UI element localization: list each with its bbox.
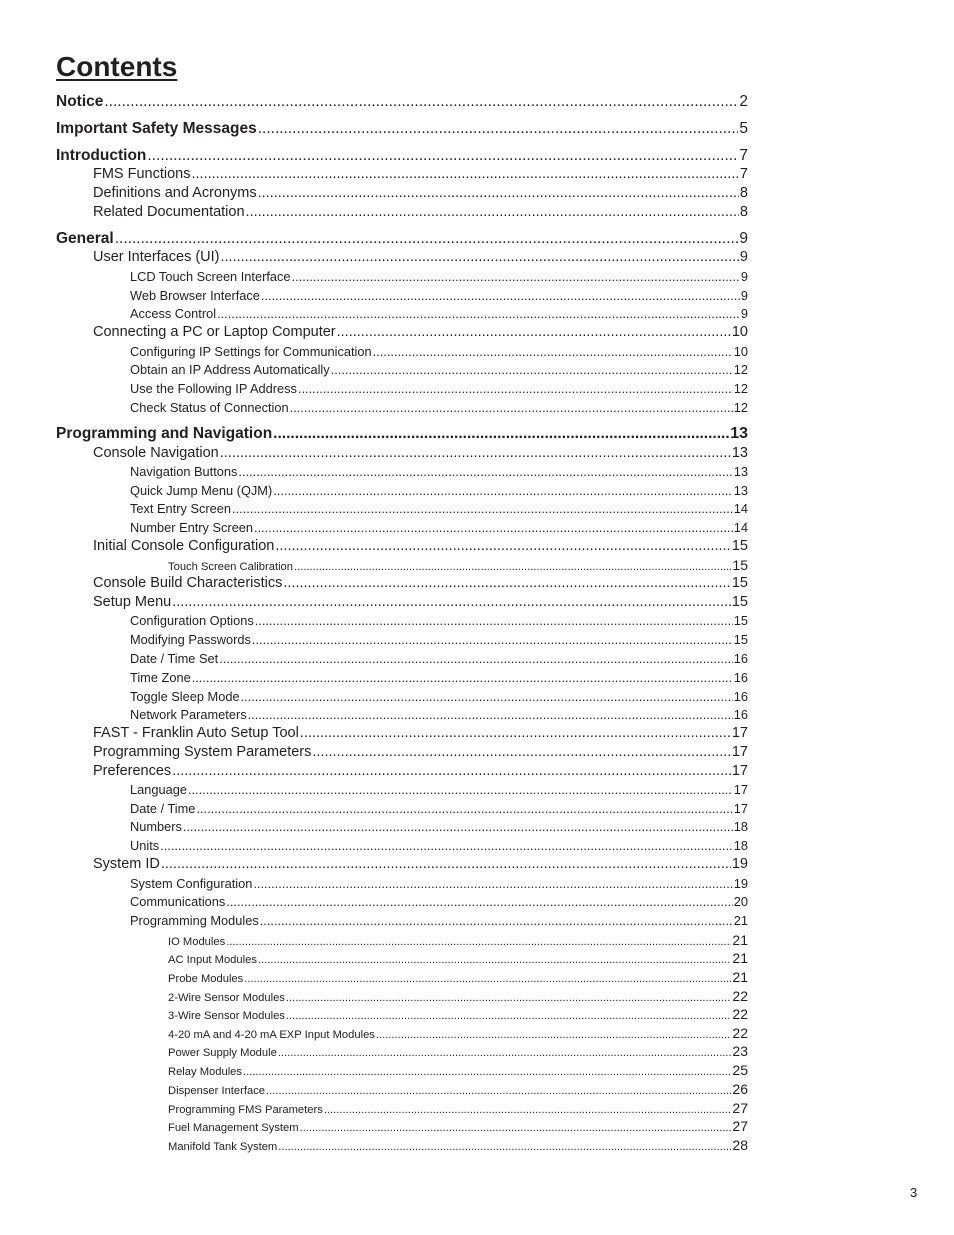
dot-leader	[238, 464, 732, 479]
toc-entry-label: Programming Modules	[130, 913, 259, 928]
dot-leader	[172, 763, 731, 779]
dot-leader	[294, 561, 731, 573]
toc-entry-label: System ID	[93, 856, 160, 872]
dot-leader	[243, 1066, 731, 1078]
dot-leader	[248, 707, 733, 722]
toc-entry-label: Toggle Sleep Mode	[130, 689, 240, 704]
toc-entry-label: Text Entry Screen	[130, 501, 231, 516]
toc-entry-page: 10	[731, 324, 748, 340]
toc-entry-label: Manifold Tank System	[168, 1141, 278, 1153]
dot-leader	[273, 425, 729, 443]
dot-leader	[258, 120, 739, 138]
toc-entry-page: 9	[739, 249, 748, 265]
dot-leader	[244, 973, 731, 985]
toc-entry-page: 5	[739, 120, 748, 137]
toc-entry[interactable]	[168, 988, 748, 1004]
toc-entry[interactable]	[168, 932, 748, 948]
toc-entry[interactable]	[168, 1062, 748, 1078]
toc-entry[interactable]	[168, 969, 748, 985]
toc-entry-page: 21	[732, 950, 748, 966]
dot-leader	[254, 520, 733, 535]
toc-entry[interactable]	[168, 1100, 748, 1116]
toc-entry-label: Touch Screen Calibration	[168, 561, 293, 573]
toc-entry-label: Obtain an IP Address Automatically	[130, 362, 330, 377]
toc-entry-label: Date / Time Set	[130, 651, 219, 666]
toc-entry-page: 17	[733, 782, 748, 797]
dot-leader	[192, 166, 739, 182]
dot-leader	[260, 913, 733, 928]
toc-entry-page: 18	[733, 838, 748, 853]
toc-entry[interactable]	[93, 744, 748, 760]
dot-leader	[104, 93, 738, 111]
toc-entry[interactable]	[130, 269, 748, 284]
toc-entry[interactable]	[130, 801, 748, 816]
toc-entry[interactable]	[56, 230, 748, 248]
dot-leader	[252, 632, 733, 647]
toc-entry-page: 7	[739, 166, 748, 182]
toc-entry-label: Units	[130, 838, 160, 853]
toc-entry-label: Access Control	[130, 306, 217, 321]
dot-leader	[278, 1141, 731, 1153]
toc-entry-page: 15	[731, 594, 748, 610]
dot-leader	[278, 1047, 732, 1059]
toc-entry-page: 22	[732, 988, 748, 1004]
toc-entry-page: 16	[733, 670, 748, 685]
toc-entry[interactable]	[130, 520, 748, 535]
toc-entry[interactable]	[168, 1118, 748, 1134]
toc-entry-label: Communications	[130, 894, 226, 909]
toc-entry-label: Programming and Navigation	[56, 425, 273, 442]
toc-entry[interactable]	[168, 1137, 748, 1153]
toc-entry-label: Relay Modules	[168, 1066, 242, 1078]
toc-entry-label: Configuration Options	[130, 613, 254, 628]
toc-entry[interactable]	[130, 651, 748, 666]
toc-entry-label: Console Navigation	[93, 445, 219, 461]
toc-entry[interactable]	[93, 166, 748, 182]
dot-leader	[115, 230, 739, 248]
dot-leader	[373, 344, 733, 359]
dot-leader	[275, 538, 731, 554]
dot-leader	[300, 725, 731, 741]
dot-leader	[246, 204, 739, 220]
toc-entry-page: 14	[733, 501, 748, 516]
toc-entry-label: LCD Touch Screen Interface	[130, 269, 291, 284]
toc-entry-label: Web Browser Interface	[130, 288, 260, 303]
toc-entry[interactable]	[130, 689, 748, 704]
toc-entry-label: Programming FMS Parameters	[168, 1104, 323, 1116]
toc-entry[interactable]	[168, 950, 748, 966]
toc-entry-page: 2	[739, 93, 748, 110]
toc-entry-page: 13	[730, 425, 748, 442]
toc-entry-label: Network Parameters	[130, 707, 247, 722]
toc-entry[interactable]	[168, 1025, 748, 1041]
dot-leader	[337, 324, 731, 340]
toc-entry[interactable]	[130, 632, 748, 647]
toc-entry[interactable]	[130, 400, 748, 415]
toc-entry[interactable]	[130, 362, 748, 377]
toc-entry-label: Definitions and Acronyms	[93, 185, 257, 201]
toc-entry[interactable]	[168, 1081, 748, 1097]
toc-entry-page: 15	[731, 538, 748, 554]
toc-entry-label: Configuring IP Settings for Communication	[130, 344, 372, 359]
dot-leader	[160, 838, 733, 853]
toc-entry[interactable]	[130, 894, 748, 909]
toc-entry-label: 4-20 mA and 4-20 mA EXP Input Modules	[168, 1029, 375, 1041]
toc-entry-page: 27	[732, 1118, 748, 1134]
dot-leader	[312, 744, 730, 760]
dot-leader	[324, 1104, 732, 1116]
dot-leader	[298, 381, 733, 396]
toc-entry[interactable]	[168, 557, 748, 573]
toc-entry-label: Related Documentation	[93, 204, 245, 220]
dot-leader	[290, 400, 733, 415]
toc-entry-page: 27	[732, 1100, 748, 1116]
toc-entry-page: 15	[733, 613, 748, 628]
dot-leader	[147, 147, 738, 165]
toc-entry-page: 13	[733, 483, 748, 498]
toc-entry[interactable]	[130, 838, 748, 853]
toc-entry-label: FAST - Franklin Auto Setup Tool	[93, 725, 299, 741]
dot-leader	[183, 819, 733, 834]
toc-entry-page: 9	[740, 288, 748, 303]
toc-entry[interactable]	[130, 782, 748, 797]
toc-entry-page: 16	[733, 651, 748, 666]
toc-entry-page: 7	[739, 147, 748, 164]
dot-leader	[255, 613, 733, 628]
toc-entry[interactable]	[130, 707, 748, 722]
toc-entry[interactable]	[130, 344, 748, 359]
toc-entry[interactable]	[93, 594, 748, 610]
toc-entry-page: 20	[733, 894, 748, 909]
toc-entry-page: 26	[732, 1081, 748, 1097]
toc-entry-label: 2-Wire Sensor Modules	[168, 992, 285, 1004]
dot-leader	[217, 306, 740, 321]
dot-leader	[283, 575, 730, 591]
toc-entry-label: Introduction	[56, 147, 147, 164]
toc-entry[interactable]	[56, 93, 748, 111]
toc-entry-label: Language	[130, 782, 187, 797]
dot-leader	[219, 651, 733, 666]
toc-entry-page: 12	[733, 381, 748, 396]
dot-leader	[196, 801, 732, 816]
toc-entry-label: Time Zone	[130, 670, 191, 685]
dot-leader	[300, 1122, 732, 1134]
toc-entry[interactable]	[130, 501, 748, 516]
toc-entry[interactable]	[93, 249, 748, 265]
toc-entry-label: Probe Modules	[168, 973, 244, 985]
toc-entry-page: 16	[733, 689, 748, 704]
page-number: 3	[910, 1185, 918, 1200]
toc-entry-label: Check Status of Connection	[130, 400, 289, 415]
toc-entry-page: 9	[740, 269, 748, 284]
dot-leader	[226, 894, 732, 909]
toc-entry-page: 17	[731, 725, 748, 741]
page-title: Contents	[56, 51, 178, 82]
toc-entry-page: 22	[732, 1025, 748, 1041]
toc-entry[interactable]	[56, 425, 748, 443]
toc-entry[interactable]	[93, 324, 748, 340]
dot-leader	[241, 689, 733, 704]
toc-entry-label: 3-Wire Sensor Modules	[168, 1010, 285, 1022]
toc-entry-page: 15	[733, 632, 748, 647]
toc-entry-label: Quick Jump Menu (QJM)	[130, 483, 273, 498]
toc-entry[interactable]	[93, 725, 748, 741]
toc-entry-page: 15	[731, 575, 748, 591]
dot-leader	[172, 594, 731, 610]
toc-entry-label: Important Safety Messages	[56, 120, 257, 137]
toc-entry-label: Connecting a PC or Laptop Computer	[93, 324, 336, 340]
toc-entry-page: 10	[733, 344, 748, 359]
toc-entry-page: 23	[732, 1043, 748, 1059]
toc-entry-label: Setup Menu	[93, 594, 172, 610]
toc-entry[interactable]	[93, 856, 748, 872]
dot-leader	[266, 1085, 731, 1097]
toc-entry[interactable]	[93, 575, 748, 591]
toc-entry-label: FMS Functions	[93, 166, 191, 182]
dot-leader	[192, 670, 733, 685]
toc-entry-label: Preferences	[93, 763, 172, 779]
dot-leader	[221, 249, 739, 265]
toc-entry-page: 21	[732, 969, 748, 985]
toc-entry-page: 17	[733, 801, 748, 816]
dot-leader	[292, 269, 740, 284]
toc-entry-label: User Interfaces (UI)	[93, 249, 220, 265]
dot-leader	[188, 782, 733, 797]
dot-leader	[161, 856, 731, 872]
toc-entry-page: 8	[739, 185, 748, 201]
toc-entry-page: 21	[733, 913, 748, 928]
toc-entry-label: Programming System Parameters	[93, 744, 312, 760]
toc-entry[interactable]	[130, 913, 748, 928]
toc-entry-page: 14	[733, 520, 748, 535]
dot-leader	[258, 185, 739, 201]
toc-entry-page: 19	[733, 876, 748, 891]
toc-entry[interactable]	[56, 147, 748, 165]
toc-entry-page: 17	[731, 744, 748, 760]
dot-leader	[258, 954, 731, 966]
toc-entry-label: Number Entry Screen	[130, 520, 254, 535]
toc-entry-page: 13	[733, 464, 748, 479]
toc-entry[interactable]	[168, 1006, 748, 1022]
toc-entry-label: General	[56, 230, 114, 247]
toc-entry-page: 12	[733, 362, 748, 377]
toc-entry-page: 28	[732, 1137, 748, 1153]
toc-entry-label: Notice	[56, 93, 104, 110]
toc-entry-page: 13	[731, 445, 748, 461]
toc-entry[interactable]	[130, 819, 748, 834]
toc-entry-page: 19	[731, 856, 748, 872]
toc-entry[interactable]	[93, 445, 748, 461]
toc-entry-label: System Configuration	[130, 876, 253, 891]
toc-entry[interactable]	[130, 381, 748, 396]
toc-entry-label: Initial Console Configuration	[93, 538, 275, 554]
dot-leader	[253, 876, 732, 891]
toc-entry-page: 25	[732, 1062, 748, 1078]
toc-entry-page: 21	[732, 932, 748, 948]
dot-leader	[286, 992, 732, 1004]
toc-entry-label: Numbers	[130, 819, 182, 834]
toc-entry-label: Power Supply Module	[168, 1047, 277, 1059]
toc-entry-page: 22	[732, 1006, 748, 1022]
toc-entry[interactable]	[168, 1043, 748, 1059]
toc-entry[interactable]	[130, 464, 748, 479]
toc-entry-label: Fuel Management System	[168, 1122, 299, 1134]
toc-entry[interactable]	[130, 288, 748, 303]
toc-entry-page: 12	[733, 400, 748, 415]
toc-entry-label: Use the Following IP Address	[130, 381, 297, 396]
toc-entry-page: 16	[733, 707, 748, 722]
toc-entry-label: Console Build Characteristics	[93, 575, 283, 591]
toc-entry-label: Modifying Passwords	[130, 632, 251, 647]
toc-entry-page: 18	[733, 819, 748, 834]
toc-entry-label: Navigation Buttons	[130, 464, 238, 479]
toc-entry[interactable]	[130, 613, 748, 628]
toc-entry-page: 8	[739, 204, 748, 220]
toc-entry-label: Date / Time	[130, 801, 196, 816]
toc-entry[interactable]	[56, 120, 748, 138]
dot-leader	[286, 1010, 732, 1022]
dot-leader	[232, 501, 733, 516]
toc-entry-page: 17	[731, 763, 748, 779]
dot-leader	[261, 288, 740, 303]
toc-entry[interactable]	[130, 670, 748, 685]
toc-entry-label: IO Modules	[168, 936, 226, 948]
toc-entry[interactable]	[130, 306, 748, 321]
toc-entry-label: AC Input Modules	[168, 954, 257, 966]
dot-leader	[226, 936, 731, 948]
dot-leader	[273, 483, 733, 498]
toc-entry[interactable]	[93, 538, 748, 554]
toc-entry-label: Dispenser Interface	[168, 1085, 266, 1097]
toc-entry-page: 9	[740, 306, 748, 321]
dot-leader	[331, 362, 733, 377]
dot-leader	[376, 1029, 732, 1041]
toc-entry[interactable]	[93, 185, 748, 201]
toc-entry-page: 9	[739, 230, 748, 247]
toc-entry[interactable]	[130, 876, 748, 891]
toc-entry[interactable]	[130, 483, 748, 498]
toc-entry-page: 15	[732, 557, 748, 573]
toc-entry[interactable]	[93, 204, 748, 220]
toc-entry[interactable]	[93, 763, 748, 779]
dot-leader	[220, 445, 731, 461]
